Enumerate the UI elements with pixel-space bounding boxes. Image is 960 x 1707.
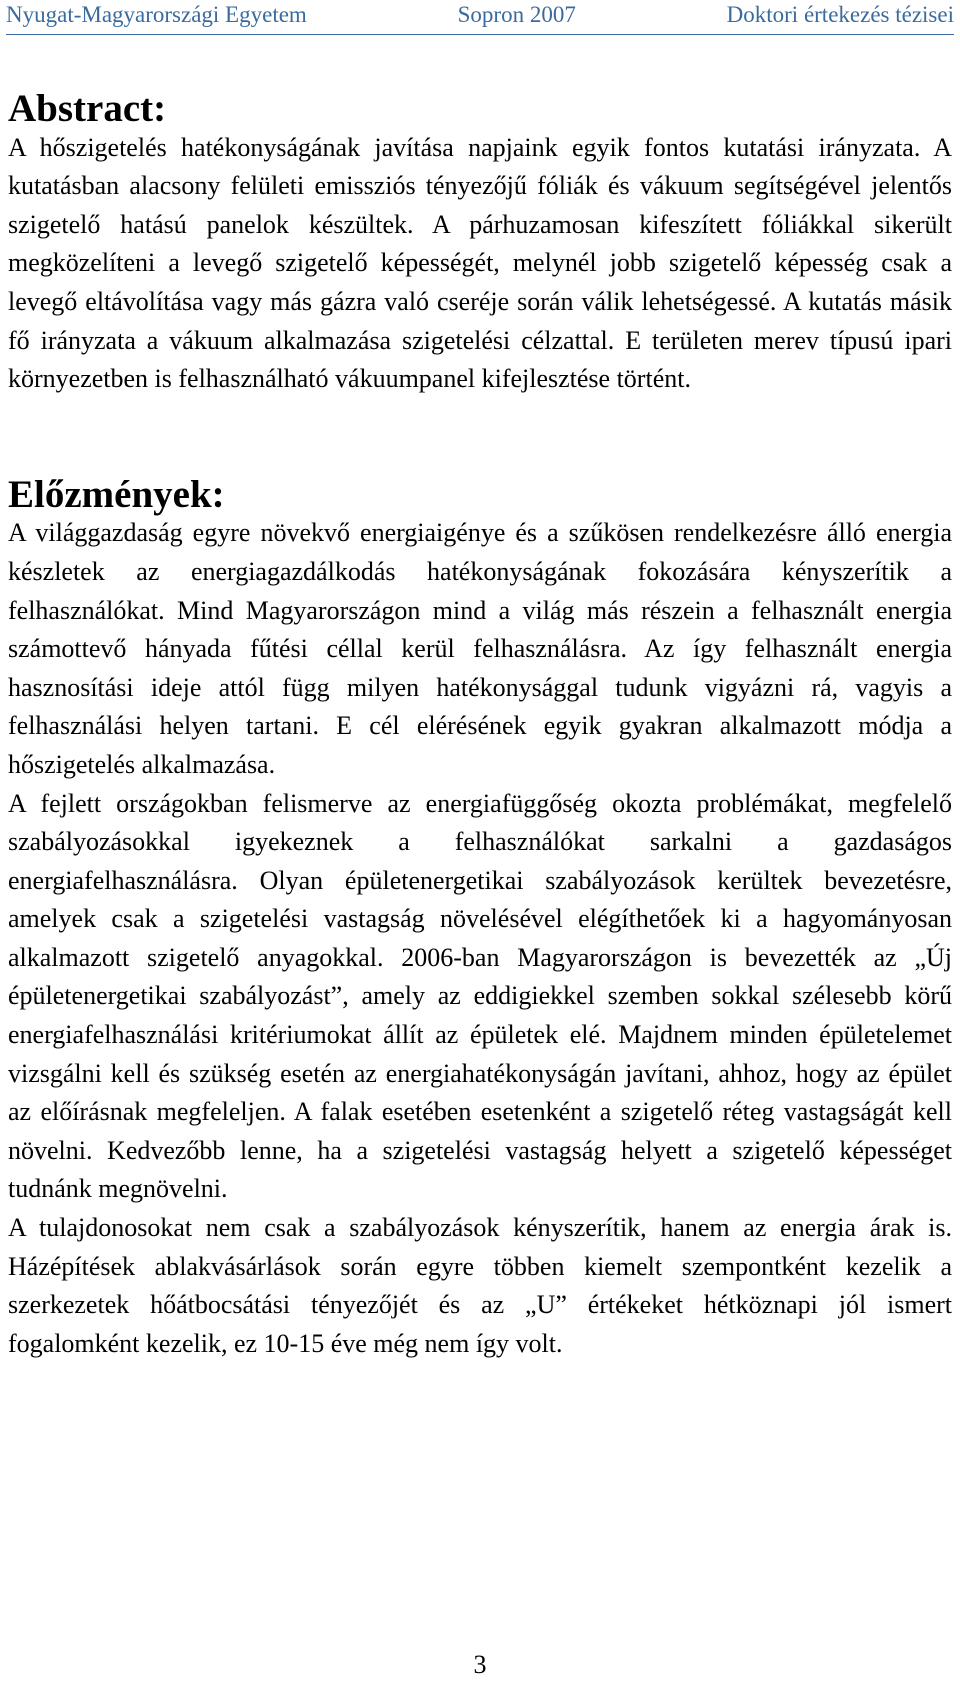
header-place-year: Sopron 2007 <box>457 2 576 27</box>
header-doc-type: Doktori értekezés tézisei <box>726 2 954 27</box>
background-section <box>8 472 952 1364</box>
header-divider <box>6 34 954 35</box>
abstract-section <box>8 87 952 399</box>
abstract-heading: Abstract: <box>8 87 167 130</box>
section-gap <box>8 399 952 476</box>
page-body <box>8 87 952 1363</box>
page-number: 3 <box>473 1650 487 1679</box>
header-institution: Nyugat-Magyarországi Egyetem <box>6 2 307 27</box>
background-paragraph-1: A világgazdaság egyre növekvő energiaigénye és a szűkösen rendelkezésre álló energia készletek az energiagazdálkodás hatékonyságának fokozására kényszerítik a felhasználókat. Mind Magyarországon mind a világ más részein a felhasznált energia számottevő hányada fűtési céllal kerül felhasználásra. Az így felhasznált energia hasznosítási ideje attól függ milyen hatékonysággal tudunk vigyázni rá, vagyis a felhasználási helyen tartani. E cél elérésének egyik gyakran alkalmazott módja a hőszigetelés alkalmazása. <box>8 518 952 779</box>
background-paragraph-2: A fejlett országokban felismerve az energiafüggőség okozta problémákat, megfelelő szabályozásokkal igyekeznek a felhasználókat sarkalni a gazdaságos energiafelhasználásra. Olyan épületenergetikai szabályozások kerültek bevezetésre, amelyek csak a szigetelési vastagság növelésével elégíthetőek ki a hagyományosan alkalmazott szigetelő anyagokkal. 2006-ban Magyarországon is bevezették az „Új épületenergetikai szabályozást”, amely az eddigiekkel szemben sokkal szélesebb körű energiafelhasználási kritériumokat állít az épületek elé. Majdnem minden épületelemet vizsgálni kell és szükség esetén az energiahatékonyságán javítani, ahhoz, hogy az épület az előírásnak megfeleljen. A falak esetében esetenként a szigetelő réteg vastagságát kell növelni. Kedvezőbb lenne, ha a szigetelési vastagság helyett a szigetelő képességet tudnánk megnövelni. <box>8 788 952 1204</box>
background-paragraph-3: A tulajdonosokat nem csak a szabályozások kényszerítik, hanem az energia árak is. Házépítések ablakvásárlások során egyre többen kiemelt szempontként kezelik a szerkezetek hőátbocsátási tényezőjét és az „U” értékeket hétköznapi jól ismert fogalomként kezelik, ez 10-15 éve még nem így volt. <box>8 1213 952 1358</box>
abstract-paragraph: A hőszigetelés hatékonyságának javítása napjaink egyik fontos kutatási irányzata. A kutatásban alacsony felületi emissziós tényezőjű fóliák és vákuum segítségével jelentős szigetelő hatású panelok készültek. A párhuzamosan kifeszített fóliákkal sikerült megközelíteni a levegő szigetelő képességét, melynél jobb szigetelő képesség csak a levegő eltávolítása vagy más gázra való cseréje során válik lehetségessé. A kutatás másik fő irányzata a vákuum alkalmazása szigetelési célzattal. E területen merev típusú ipari környezetben is felhasználható vákuumpanel kifejlesztése történt. <box>8 132 952 394</box>
background-heading: Előzmények: <box>8 472 225 516</box>
